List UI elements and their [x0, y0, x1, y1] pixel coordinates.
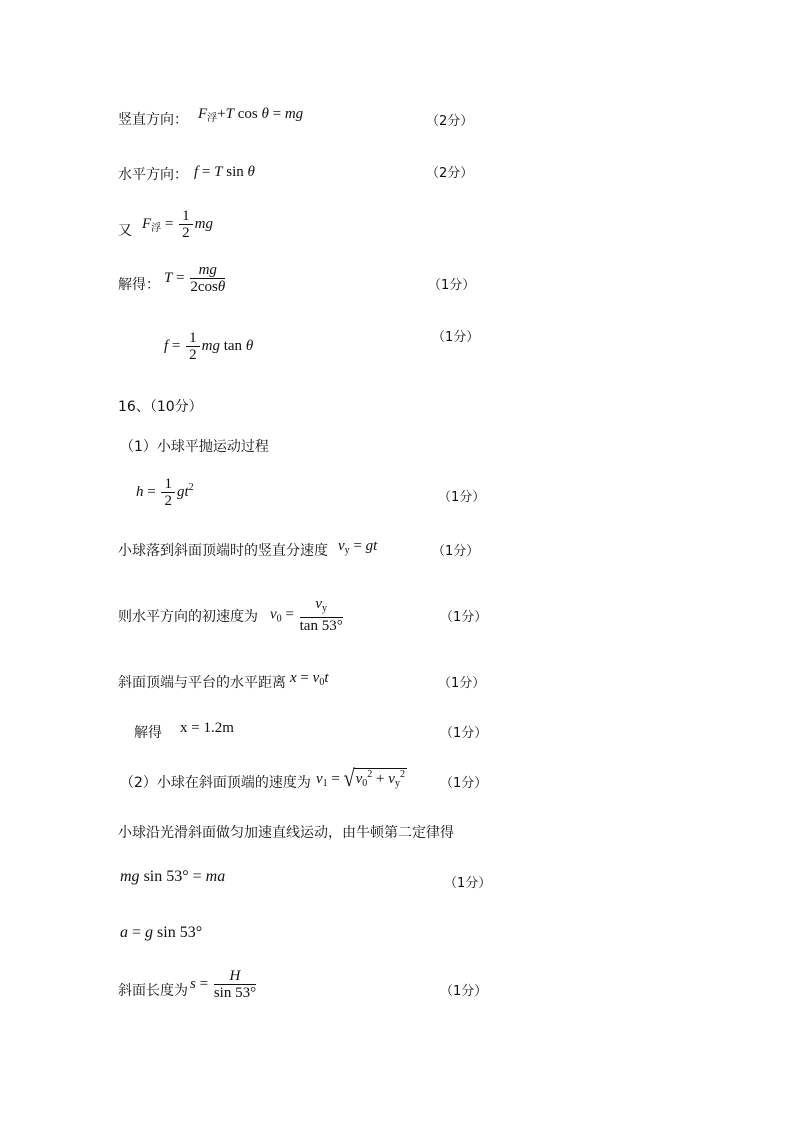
line-question-16 — [0, 394, 794, 434]
line-horizontal-balance — [0, 156, 794, 196]
equation-initial-velocity: $v_0$ = $\frac{v_y}{\tan 53^\circ}$ — [270, 596, 343, 634]
score-badge: （1分） — [438, 490, 486, 505]
label-solve: 解得： — [118, 277, 160, 293]
line-vertical-balance — [0, 100, 794, 140]
label-vertical-velocity: 小球落到斜面顶端时的竖直分速度 — [118, 543, 328, 559]
score-badge: （2分） — [426, 166, 474, 181]
equation-top-velocity: $v_1 = √v_0^2 + v_y^2$ — [316, 765, 405, 793]
line-solve-distance — [0, 718, 794, 758]
line-acceleration — [0, 922, 794, 962]
score-badge: （1分） — [444, 876, 492, 891]
label-horizontal-direction: 水平方向： — [118, 167, 188, 183]
equation-friction: f = T sin θ — [194, 164, 255, 180]
equation-fall-height: h = $\frac{1}{2}$ $gt^2$ — [136, 476, 194, 509]
score-badge: （1分） — [432, 330, 480, 345]
label-slope-length: 斜面长度为 — [118, 983, 188, 999]
score-badge: （1分） — [428, 278, 476, 293]
label-initial-velocity: 则水平方向的初速度为 — [118, 609, 258, 625]
equation-vertical-balance: $F_浮+T$ cos θ = mg — [198, 106, 304, 124]
score-badge: （1分） — [438, 676, 486, 691]
line-top-velocity — [0, 764, 794, 804]
line-buoyancy-given — [0, 208, 794, 248]
equation-newton: mg sin 53° = ma — [120, 868, 226, 885]
part-2-heading: （2）小球在斜面顶端的速度为 — [120, 775, 311, 791]
equation-distance-result: x = 1.2m — [180, 720, 234, 736]
equation-tension: T = $\frac{mg}{2\cos\theta}$ — [164, 262, 226, 295]
label-horizontal-distance: 斜面顶端与平台的水平距离 — [118, 675, 286, 691]
line-initial-velocity — [0, 596, 794, 636]
line-newton-equation — [0, 866, 794, 906]
equation-acceleration: a = g sin 53° — [120, 924, 203, 941]
label-also: 又 — [118, 223, 132, 239]
line-vertical-velocity — [0, 537, 794, 577]
question-heading: 16、（10分） — [118, 399, 203, 415]
score-badge: （1分） — [440, 776, 488, 791]
line-horizontal-distance — [0, 668, 794, 708]
part-1-heading: （1）小球平抛运动过程 — [120, 439, 269, 455]
equation-friction-result: f = $\frac{1}{2}$ mg tan θ — [164, 330, 254, 363]
score-badge: （1分） — [440, 726, 488, 741]
score-badge: （1分） — [432, 544, 480, 559]
label-newton-intro: 小球沿光滑斜面做匀加速直线运动，由牛顿第二定律得 — [118, 825, 454, 841]
line-newton-intro — [0, 818, 794, 858]
score-badge: （2分） — [426, 114, 474, 129]
equation-slope-length: s = $\frac{H}{\sin 53^\circ}$ — [190, 968, 257, 1001]
line-part-1 — [0, 434, 794, 474]
equation-vertical-velocity: $v_y$ = gt — [338, 538, 378, 556]
equation-buoyancy: $F_浮$ = $\frac{1}{2}$ mg — [142, 208, 213, 241]
equation-horizontal-distance: $x = v_0t$ — [290, 670, 329, 688]
score-badge: （1分） — [440, 984, 488, 999]
score-badge: （1分） — [440, 610, 488, 625]
line-solve-tension — [0, 262, 794, 302]
line-solve-friction — [0, 326, 794, 366]
line-fall-height — [0, 476, 794, 516]
label-vertical-direction: 竖直方向： — [118, 112, 188, 128]
label-solve-distance: 解得 — [134, 725, 162, 741]
line-slope-length — [0, 968, 794, 1008]
